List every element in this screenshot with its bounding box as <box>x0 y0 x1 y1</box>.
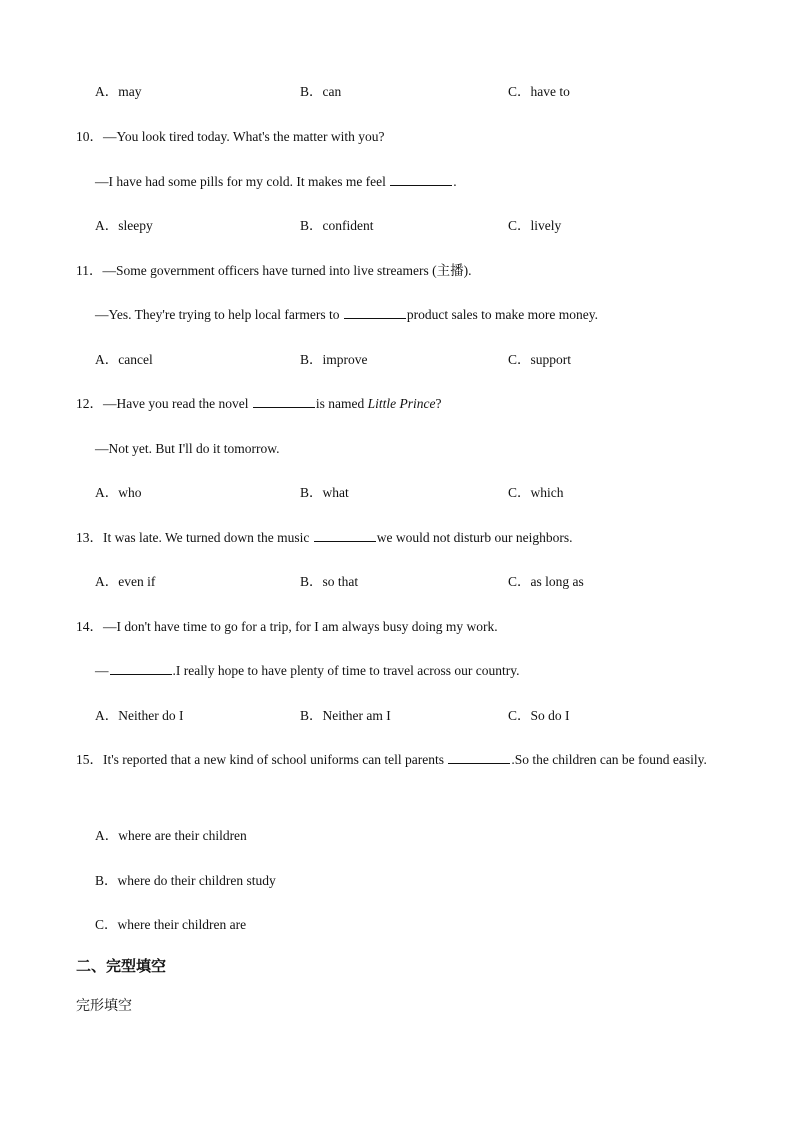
option-c: C．have to <box>508 84 570 99</box>
question-12: 12．—Have you read the novel is named Little Prince? <box>76 396 442 411</box>
option-c: C．So do I <box>508 708 570 723</box>
question-11: 11．—Some government officers have turned into live streamers (主播). <box>76 263 472 278</box>
option-b: B．Neither am I <box>300 708 391 723</box>
answer-blank[interactable] <box>390 173 452 186</box>
option-c: C．lively <box>508 218 562 233</box>
option-b: B．where do their children study <box>95 873 276 888</box>
option-b: B．so that <box>300 574 359 589</box>
question-14-reply: — .I really hope to have plenty of time to travel across our country. <box>95 663 520 678</box>
question-13: 13．It was late. We turned down the music we would not disturb our neighbors. <box>76 530 573 545</box>
section-subtitle: 完形填空 <box>76 998 132 1014</box>
question-10: 10．—You look tired today. What's the matter with you? <box>76 129 385 144</box>
question-12-reply: —Not yet. But I'll do it tomorrow. <box>95 441 280 456</box>
option-a: A．even if <box>95 574 156 589</box>
option-a: A．Neither do I <box>95 708 184 723</box>
option-a: A．who <box>95 485 142 500</box>
answer-blank[interactable] <box>253 395 315 408</box>
answer-blank[interactable] <box>448 751 510 764</box>
question-14: 14．—I don't have time to go for a trip, for I am always busy doing my work. <box>76 619 498 634</box>
option-c: C．where their children are <box>95 917 247 932</box>
option-c: C．as long as <box>508 574 584 589</box>
answer-blank[interactable] <box>344 306 406 319</box>
answer-blank[interactable] <box>314 529 376 542</box>
option-c: C．which <box>508 485 564 500</box>
section-heading: 二、完型填空 <box>76 957 167 975</box>
option-a: A．may <box>95 84 142 99</box>
option-b: B．improve <box>300 352 368 367</box>
option-c: C．support <box>508 352 572 367</box>
option-b: B．can <box>300 84 342 99</box>
option-a: A．sleepy <box>95 218 153 233</box>
question-15: 15．It's reported that a new kind of school uniforms can tell parents .So the children can be found easily. <box>76 752 707 767</box>
question-10-reply: —I have had some pills for my cold. It makes me feel . <box>95 174 457 189</box>
question-11-reply: —Yes. They're trying to help local farmers to product sales to make more money. <box>95 307 598 322</box>
answer-blank[interactable] <box>110 662 172 675</box>
option-b: B．confident <box>300 218 374 233</box>
option-b: B．what <box>300 485 349 500</box>
option-a: A．where are their children <box>95 828 247 843</box>
option-a: A．cancel <box>95 352 153 367</box>
